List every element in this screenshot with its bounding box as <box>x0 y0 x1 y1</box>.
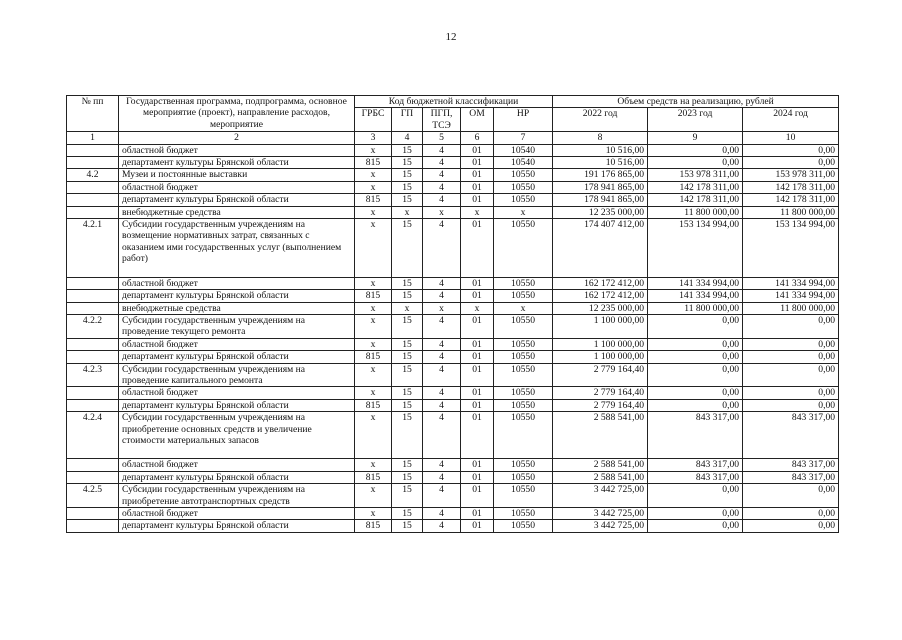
cell-om: 01 <box>461 412 494 459</box>
cell-2024: 153 134 994,00 <box>743 219 839 278</box>
cell-ppgp: х <box>423 206 461 218</box>
table-row <box>67 484 839 508</box>
cell-num <box>67 157 119 169</box>
header-kbk: Код бюджетной классификации <box>355 96 553 108</box>
cell-2022: 1 100 000,00 <box>553 314 648 338</box>
budget-table <box>66 95 839 533</box>
cell-om: 01 <box>461 169 494 181</box>
cell-2023: 153 134 994,00 <box>648 219 743 278</box>
cell-2022: 2 588 541,00 <box>553 471 648 483</box>
cell-2023: 0,00 <box>648 338 743 350</box>
cell-om: 01 <box>461 194 494 206</box>
cell-name: Субсидии государственным учреждениям на приобретение автотранспортных средств <box>119 484 355 508</box>
cell-om: 01 <box>461 144 494 156</box>
page-number: 12 <box>445 31 457 43</box>
cell-2024: 141 334 994,00 <box>743 290 839 302</box>
cell-2024: 0,00 <box>743 351 839 363</box>
colnum-5: 5 <box>423 132 461 144</box>
cell-gp: 15 <box>392 194 423 206</box>
cell-nr: х <box>494 302 553 314</box>
colnum-4: 4 <box>392 132 423 144</box>
table-row <box>67 219 839 278</box>
cell-2022: 3 442 725,00 <box>553 520 648 532</box>
cell-2024: 0,00 <box>743 338 839 350</box>
cell-num <box>67 351 119 363</box>
column-number-row <box>67 132 839 144</box>
cell-grbs: х <box>355 363 392 387</box>
cell-om: 01 <box>461 387 494 399</box>
cell-grbs: х <box>355 277 392 289</box>
cell-name: областной бюджет <box>119 144 355 156</box>
cell-gp: 15 <box>392 144 423 156</box>
cell-2024: 141 334 994,00 <box>743 277 839 289</box>
table-row <box>67 194 839 206</box>
cell-2022: 174 407 412,00 <box>553 219 648 278</box>
cell-2023: 0,00 <box>648 399 743 411</box>
cell-name: областной бюджет <box>119 338 355 350</box>
header-tse-line2: ТСЭ <box>432 119 451 131</box>
cell-2024: 0,00 <box>743 387 839 399</box>
cell-om: 01 <box>461 219 494 278</box>
cell-2023: 843 317,00 <box>648 471 743 483</box>
cell-num <box>67 508 119 520</box>
cell-ppgp: 4 <box>423 363 461 387</box>
table-row <box>67 338 839 350</box>
cell-grbs: 815 <box>355 157 392 169</box>
header-volume: Объем средств на реализацию, рублей <box>553 96 839 108</box>
cell-gp: 15 <box>392 520 423 532</box>
cell-om: 01 <box>461 459 494 471</box>
cell-gp: х <box>392 206 423 218</box>
cell-ppgp: 4 <box>423 399 461 411</box>
cell-om: 01 <box>461 314 494 338</box>
cell-om: 01 <box>461 471 494 483</box>
cell-2023: 0,00 <box>648 363 743 387</box>
cell-2024: 11 800 000,00 <box>743 206 839 218</box>
cell-name: департамент культуры Брянской области <box>119 471 355 483</box>
cell-nr: 10540 <box>494 157 553 169</box>
cell-num <box>67 520 119 532</box>
cell-gp: х <box>392 302 423 314</box>
table-row <box>67 459 839 471</box>
cell-grbs: х <box>355 387 392 399</box>
colnum-2: 2 <box>119 132 355 144</box>
cell-2022: 1 100 000,00 <box>553 338 648 350</box>
cell-2024: 153 978 311,00 <box>743 169 839 181</box>
header-name: Государственная программа, подпрограмма, основное мероприятие (проект), направление расходов, мероприятие <box>119 96 355 132</box>
table-row <box>67 181 839 193</box>
cell-grbs: х <box>355 181 392 193</box>
header-grbs: ГРБС <box>355 108 392 132</box>
cell-nr: 10550 <box>494 277 553 289</box>
cell-2022: 12 235 000,00 <box>553 302 648 314</box>
cell-nr: 10550 <box>494 520 553 532</box>
table-row <box>67 399 839 411</box>
cell-om: 01 <box>461 508 494 520</box>
cell-2023: 11 800 000,00 <box>648 302 743 314</box>
colnum-9: 9 <box>648 132 743 144</box>
cell-2023: 843 317,00 <box>648 412 743 459</box>
cell-grbs: х <box>355 508 392 520</box>
cell-2022: 2 588 541,00 <box>553 412 648 459</box>
cell-om: 01 <box>461 399 494 411</box>
cell-num <box>67 399 119 411</box>
colnum-8: 8 <box>553 132 648 144</box>
cell-2022: 1 100 000,00 <box>553 351 648 363</box>
cell-om: 01 <box>461 157 494 169</box>
cell-grbs: х <box>355 314 392 338</box>
header-2024: 2024 год <box>743 108 839 132</box>
cell-num <box>67 387 119 399</box>
cell-grbs: 815 <box>355 290 392 302</box>
cell-nr: 10550 <box>494 219 553 278</box>
cell-num <box>67 277 119 289</box>
cell-grbs: х <box>355 484 392 508</box>
cell-grbs: 815 <box>355 471 392 483</box>
cell-name: Субсидии государственным учреждениям на проведение текущего ремонта <box>119 314 355 338</box>
cell-2023: 0,00 <box>648 144 743 156</box>
cell-ppgp: 4 <box>423 412 461 459</box>
cell-num: 4.2.5 <box>67 484 119 508</box>
cell-num: 4.2.4 <box>67 412 119 459</box>
cell-2023: 0,00 <box>648 157 743 169</box>
table-row <box>67 363 839 387</box>
cell-2024: 843 317,00 <box>743 412 839 459</box>
cell-om: х <box>461 302 494 314</box>
cell-grbs: х <box>355 169 392 181</box>
cell-nr: 10550 <box>494 181 553 193</box>
table-row <box>67 169 839 181</box>
cell-2023: 0,00 <box>648 508 743 520</box>
cell-gp: 15 <box>392 399 423 411</box>
cell-2023: 141 334 994,00 <box>648 277 743 289</box>
cell-ppgp: 4 <box>423 351 461 363</box>
cell-num <box>67 290 119 302</box>
cell-name: департамент культуры Брянской области <box>119 194 355 206</box>
cell-ppgp: х <box>423 302 461 314</box>
cell-nr: 10550 <box>494 314 553 338</box>
cell-nr: 10550 <box>494 169 553 181</box>
cell-name: Субсидии государственным учреждениям на возмещение нормативных затрат, связанных с оказанием ими государственных услуг (выполнением работ) <box>119 219 355 278</box>
cell-2023: 843 317,00 <box>648 459 743 471</box>
table-row <box>67 471 839 483</box>
cell-gp: 15 <box>392 338 423 350</box>
cell-grbs: х <box>355 302 392 314</box>
cell-ppgp: 4 <box>423 471 461 483</box>
cell-2023: 0,00 <box>648 351 743 363</box>
cell-2022: 10 516,00 <box>553 157 648 169</box>
cell-om: 01 <box>461 363 494 387</box>
cell-num: 4.2.3 <box>67 363 119 387</box>
cell-2023: 0,00 <box>648 314 743 338</box>
cell-om: 01 <box>461 290 494 302</box>
cell-ppgp: 4 <box>423 144 461 156</box>
cell-2023: 153 978 311,00 <box>648 169 743 181</box>
cell-num <box>67 338 119 350</box>
cell-num <box>67 206 119 218</box>
cell-gp: 15 <box>392 277 423 289</box>
cell-ppgp: 4 <box>423 169 461 181</box>
cell-num: 4.2 <box>67 169 119 181</box>
cell-num <box>67 181 119 193</box>
cell-2023: 142 178 311,00 <box>648 194 743 206</box>
cell-gp: 15 <box>392 351 423 363</box>
cell-nr: 10540 <box>494 144 553 156</box>
cell-nr: 10550 <box>494 459 553 471</box>
cell-nr: 10550 <box>494 363 553 387</box>
cell-name: департамент культуры Брянской области <box>119 157 355 169</box>
cell-om: х <box>461 206 494 218</box>
cell-2024: 0,00 <box>743 508 839 520</box>
table-row <box>67 157 839 169</box>
cell-2022: 162 172 412,00 <box>553 290 648 302</box>
cell-2022: 178 941 865,00 <box>553 181 648 193</box>
cell-name: Субсидии государственным учреждениям на приобретение основных средств и увеличение стоимости материальных запасов <box>119 412 355 459</box>
cell-nr: х <box>494 206 553 218</box>
cell-2022: 2 588 541,00 <box>553 459 648 471</box>
cell-num <box>67 194 119 206</box>
table-row <box>67 144 839 156</box>
table-row <box>67 520 839 532</box>
table-row <box>67 314 839 338</box>
cell-2024: 843 317,00 <box>743 471 839 483</box>
cell-2022: 3 442 725,00 <box>553 508 648 520</box>
cell-2022: 12 235 000,00 <box>553 206 648 218</box>
cell-gp: 15 <box>392 169 423 181</box>
table-row <box>67 302 839 314</box>
cell-gp: 15 <box>392 484 423 508</box>
cell-om: 01 <box>461 484 494 508</box>
table-row <box>67 206 839 218</box>
header-gp: ГП <box>392 108 423 132</box>
cell-name: областной бюджет <box>119 181 355 193</box>
cell-ppgp: 4 <box>423 219 461 278</box>
cell-gp: 15 <box>392 471 423 483</box>
cell-nr: 10550 <box>494 412 553 459</box>
header-2022: 2022 год <box>553 108 648 132</box>
cell-gp: 15 <box>392 219 423 278</box>
cell-2022: 3 442 725,00 <box>553 484 648 508</box>
cell-grbs: х <box>355 144 392 156</box>
cell-nr: 10550 <box>494 387 553 399</box>
cell-nr: 10550 <box>494 338 553 350</box>
cell-ppgp: 4 <box>423 459 461 471</box>
cell-name: областной бюджет <box>119 277 355 289</box>
cell-ppgp: 4 <box>423 194 461 206</box>
cell-grbs: х <box>355 206 392 218</box>
cell-om: 01 <box>461 277 494 289</box>
cell-grbs: 815 <box>355 520 392 532</box>
cell-nr: 10550 <box>494 290 553 302</box>
cell-num: 4.2.1 <box>67 219 119 278</box>
cell-2024: 843 317,00 <box>743 459 839 471</box>
cell-2024: 0,00 <box>743 520 839 532</box>
cell-nr: 10550 <box>494 399 553 411</box>
cell-grbs: 815 <box>355 399 392 411</box>
cell-2024: 0,00 <box>743 363 839 387</box>
cell-grbs: 815 <box>355 351 392 363</box>
table-row <box>67 508 839 520</box>
table-row <box>67 277 839 289</box>
cell-ppgp: 4 <box>423 157 461 169</box>
cell-name: Субсидии государственным учреждениям на проведение капитального ремонта <box>119 363 355 387</box>
cell-2022: 2 779 164,40 <box>553 363 648 387</box>
cell-gp: 15 <box>392 508 423 520</box>
table-row <box>67 387 839 399</box>
colnum-3: 3 <box>355 132 392 144</box>
cell-om: 01 <box>461 338 494 350</box>
cell-name: департамент культуры Брянской области <box>119 351 355 363</box>
cell-2022: 2 779 164,40 <box>553 387 648 399</box>
cell-2023: 141 334 994,00 <box>648 290 743 302</box>
cell-grbs: 815 <box>355 194 392 206</box>
cell-grbs: х <box>355 338 392 350</box>
cell-num <box>67 471 119 483</box>
table-row <box>67 412 839 459</box>
cell-gp: 15 <box>392 387 423 399</box>
cell-grbs: х <box>355 459 392 471</box>
cell-2024: 0,00 <box>743 314 839 338</box>
cell-2023: 0,00 <box>648 520 743 532</box>
cell-name: департамент культуры Брянской области <box>119 399 355 411</box>
cell-2022: 10 516,00 <box>553 144 648 156</box>
cell-num <box>67 459 119 471</box>
header-nr: НР <box>494 108 553 132</box>
colnum-10: 10 <box>743 132 839 144</box>
cell-nr: 10550 <box>494 484 553 508</box>
cell-name: внебюджетные средства <box>119 302 355 314</box>
cell-ppgp: 4 <box>423 181 461 193</box>
cell-2024: 11 800 000,00 <box>743 302 839 314</box>
cell-2024: 0,00 <box>743 144 839 156</box>
cell-ppgp: 4 <box>423 508 461 520</box>
colnum-1: 1 <box>67 132 119 144</box>
cell-gp: 15 <box>392 459 423 471</box>
header-ppgp <box>423 108 461 132</box>
cell-ppgp: 4 <box>423 520 461 532</box>
cell-2022: 162 172 412,00 <box>553 277 648 289</box>
cell-name: департамент культуры Брянской области <box>119 290 355 302</box>
cell-2024: 0,00 <box>743 484 839 508</box>
cell-nr: 10550 <box>494 351 553 363</box>
table-row <box>67 351 839 363</box>
cell-name: областной бюджет <box>119 508 355 520</box>
colnum-7: 7 <box>494 132 553 144</box>
cell-2023: 0,00 <box>648 387 743 399</box>
cell-2022: 191 176 865,00 <box>553 169 648 181</box>
cell-num: 4.2.2 <box>67 314 119 338</box>
header-num: № пп <box>67 96 119 132</box>
cell-gp: 15 <box>392 314 423 338</box>
cell-om: 01 <box>461 351 494 363</box>
cell-gp: 15 <box>392 412 423 459</box>
cell-ppgp: 4 <box>423 290 461 302</box>
cell-om: 01 <box>461 181 494 193</box>
cell-num <box>67 302 119 314</box>
cell-nr: 10550 <box>494 508 553 520</box>
cell-nr: 10550 <box>494 194 553 206</box>
cell-name: департамент культуры Брянской области <box>119 520 355 532</box>
cell-2022: 178 941 865,00 <box>553 194 648 206</box>
cell-gp: 15 <box>392 157 423 169</box>
header-ppgp-line1: ПГП, <box>430 108 453 120</box>
header-om: ОМ <box>461 108 494 132</box>
cell-2024: 0,00 <box>743 399 839 411</box>
cell-nr: 10550 <box>494 471 553 483</box>
cell-name: областной бюджет <box>119 459 355 471</box>
cell-ppgp: 4 <box>423 387 461 399</box>
table-row <box>67 290 839 302</box>
cell-gp: 15 <box>392 290 423 302</box>
cell-om: 01 <box>461 520 494 532</box>
cell-2023: 0,00 <box>648 484 743 508</box>
cell-gp: 15 <box>392 363 423 387</box>
cell-name: Музеи и постоянные выставки <box>119 169 355 181</box>
cell-2024: 142 178 311,00 <box>743 194 839 206</box>
cell-num <box>67 144 119 156</box>
cell-ppgp: 4 <box>423 338 461 350</box>
cell-ppgp: 4 <box>423 277 461 289</box>
cell-grbs: х <box>355 412 392 459</box>
header-row-1 <box>67 96 839 108</box>
cell-name: внебюджетные средства <box>119 206 355 218</box>
cell-grbs: х <box>355 219 392 278</box>
cell-ppgp: 4 <box>423 484 461 508</box>
cell-2022: 2 779 164,40 <box>553 399 648 411</box>
cell-2024: 0,00 <box>743 157 839 169</box>
cell-gp: 15 <box>392 181 423 193</box>
cell-2024: 142 178 311,00 <box>743 181 839 193</box>
cell-ppgp: 4 <box>423 314 461 338</box>
cell-2023: 11 800 000,00 <box>648 206 743 218</box>
header-2023: 2023 год <box>648 108 743 132</box>
cell-name: областной бюджет <box>119 387 355 399</box>
colnum-6: 6 <box>461 132 494 144</box>
cell-2023: 142 178 311,00 <box>648 181 743 193</box>
